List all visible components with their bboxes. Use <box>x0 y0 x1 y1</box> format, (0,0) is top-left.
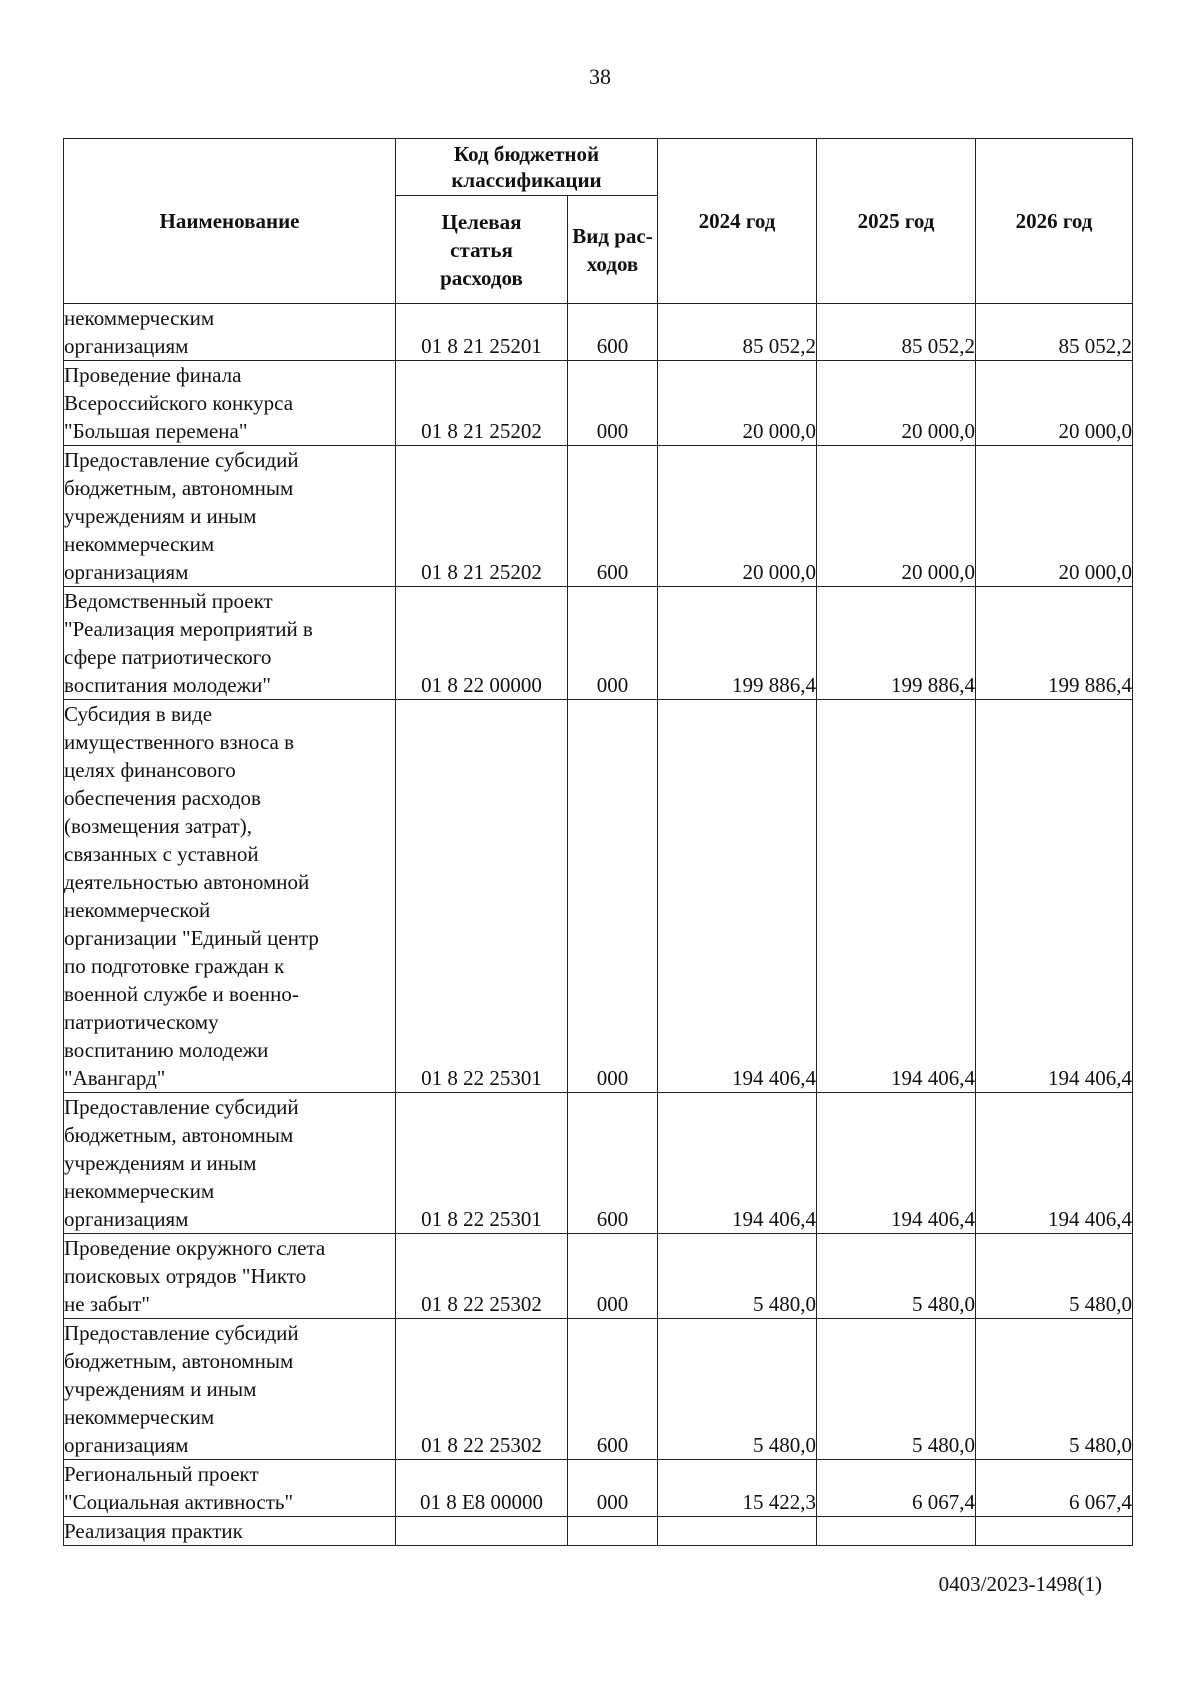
page-number: 38 <box>589 64 611 89</box>
header-code-group: Код бюджетной классификации <box>396 139 658 196</box>
row-expense-type: 000 <box>568 1460 658 1517</box>
table-row <box>64 1234 1133 1319</box>
row-amount-2026: 85 052,2 <box>976 304 1133 361</box>
row-amount-2025: 20 000,0 <box>817 361 976 446</box>
row-name: Предоставление субсидий бюджетным, автономным учреждениям и иным некоммерческим организациям <box>64 446 396 587</box>
row-target-code: 01 8 22 00000 <box>396 587 568 700</box>
row-expense-type: 000 <box>568 361 658 446</box>
table-row <box>64 446 1133 587</box>
header-2024: 2024 год <box>658 139 817 304</box>
row-amount-2025: 85 052,2 <box>817 304 976 361</box>
row-amount-2024: 15 422,3 <box>658 1460 817 1517</box>
row-amount-2024: 85 052,2 <box>658 304 817 361</box>
header-2025: 2025 год <box>817 139 976 304</box>
row-expense-type: 600 <box>568 446 658 587</box>
row-amount-2024: 199 886,4 <box>658 587 817 700</box>
table-row <box>64 1460 1133 1517</box>
table-row <box>64 700 1133 1093</box>
row-amount-2025: 5 480,0 <box>817 1319 976 1460</box>
document-code: 0403/2023-1498(1) <box>938 1572 1102 1596</box>
table-row <box>64 1517 1133 1546</box>
row-target-code: 01 8 22 25301 <box>396 1093 568 1234</box>
row-target-code: 01 8 21 25202 <box>396 361 568 446</box>
row-amount-2024 <box>658 1517 817 1546</box>
row-expense-type: 600 <box>568 304 658 361</box>
table-row <box>64 304 1133 361</box>
row-amount-2025: 20 000,0 <box>817 446 976 587</box>
row-name: Проведение финала Всероссийского конкурса "Большая перемена" <box>64 361 396 446</box>
row-target-code: 01 8 22 25302 <box>396 1234 568 1319</box>
row-target-code: 01 8 E8 00000 <box>396 1460 568 1517</box>
row-amount-2026: 199 886,4 <box>976 587 1133 700</box>
header-expense-type: Вид рас- ходов <box>568 196 658 304</box>
row-amount-2024: 5 480,0 <box>658 1234 817 1319</box>
row-name: Региональный проект "Социальная активность" <box>64 1460 396 1517</box>
row-amount-2024: 20 000,0 <box>658 446 817 587</box>
row-target-code <box>396 1517 568 1546</box>
row-amount-2026: 5 480,0 <box>976 1319 1133 1460</box>
row-amount-2026: 194 406,4 <box>976 1093 1133 1234</box>
row-target-code: 01 8 22 25302 <box>396 1319 568 1460</box>
row-amount-2025: 194 406,4 <box>817 1093 976 1234</box>
row-amount-2026: 20 000,0 <box>976 446 1133 587</box>
row-amount-2026: 194 406,4 <box>976 700 1133 1093</box>
row-amount-2026: 6 067,4 <box>976 1460 1133 1517</box>
row-amount-2026: 20 000,0 <box>976 361 1133 446</box>
row-amount-2025: 6 067,4 <box>817 1460 976 1517</box>
row-amount-2024: 20 000,0 <box>658 361 817 446</box>
row-amount-2025 <box>817 1517 976 1546</box>
row-target-code: 01 8 21 25201 <box>396 304 568 361</box>
table-row <box>64 587 1133 700</box>
row-name: Реализация практик <box>64 1517 396 1546</box>
header-target-article: Целевая статья расходов <box>396 196 568 304</box>
row-expense-type <box>568 1517 658 1546</box>
row-amount-2026: 5 480,0 <box>976 1234 1133 1319</box>
row-name: Предоставление субсидий бюджетным, автономным учреждениям и иным некоммерческим организациям <box>64 1093 396 1234</box>
row-amount-2025: 199 886,4 <box>817 587 976 700</box>
row-amount-2026 <box>976 1517 1133 1546</box>
row-amount-2025: 5 480,0 <box>817 1234 976 1319</box>
row-amount-2024: 5 480,0 <box>658 1319 817 1460</box>
row-expense-type: 000 <box>568 587 658 700</box>
table-row <box>64 361 1133 446</box>
row-expense-type: 600 <box>568 1093 658 1234</box>
row-name: Проведение окружного слета поисковых отрядов "Никто не забыт" <box>64 1234 396 1319</box>
row-name: Субсидия в виде имущественного взноса в целях финансового обеспечения расходов (возмещения затрат), связанных с уставной деятельностью автономной некоммерческой организации "Единый центр по подготовке граждан к военной службе и военно- патриотическому воспитанию молодежи "Авангард" <box>64 700 396 1093</box>
row-amount-2024: 194 406,4 <box>658 1093 817 1234</box>
row-amount-2024: 194 406,4 <box>658 700 817 1093</box>
row-target-code: 01 8 21 25202 <box>396 446 568 587</box>
row-target-code: 01 8 22 25301 <box>396 700 568 1093</box>
table-row <box>64 1093 1133 1234</box>
header-name: Наименование <box>64 139 396 304</box>
row-expense-type: 000 <box>568 700 658 1093</box>
row-expense-type: 600 <box>568 1319 658 1460</box>
header-2026: 2026 год <box>976 139 1133 304</box>
row-expense-type: 000 <box>568 1234 658 1319</box>
row-amount-2025: 194 406,4 <box>817 700 976 1093</box>
table-row <box>64 1319 1133 1460</box>
row-name: некоммерческим организациям <box>64 304 396 361</box>
row-name: Ведомственный проект "Реализация мероприятий в сфере патриотического воспитания молодежи" <box>64 587 396 700</box>
budget-table <box>63 138 1133 1546</box>
row-name: Предоставление субсидий бюджетным, автономным учреждениям и иным некоммерческим организациям <box>64 1319 396 1460</box>
